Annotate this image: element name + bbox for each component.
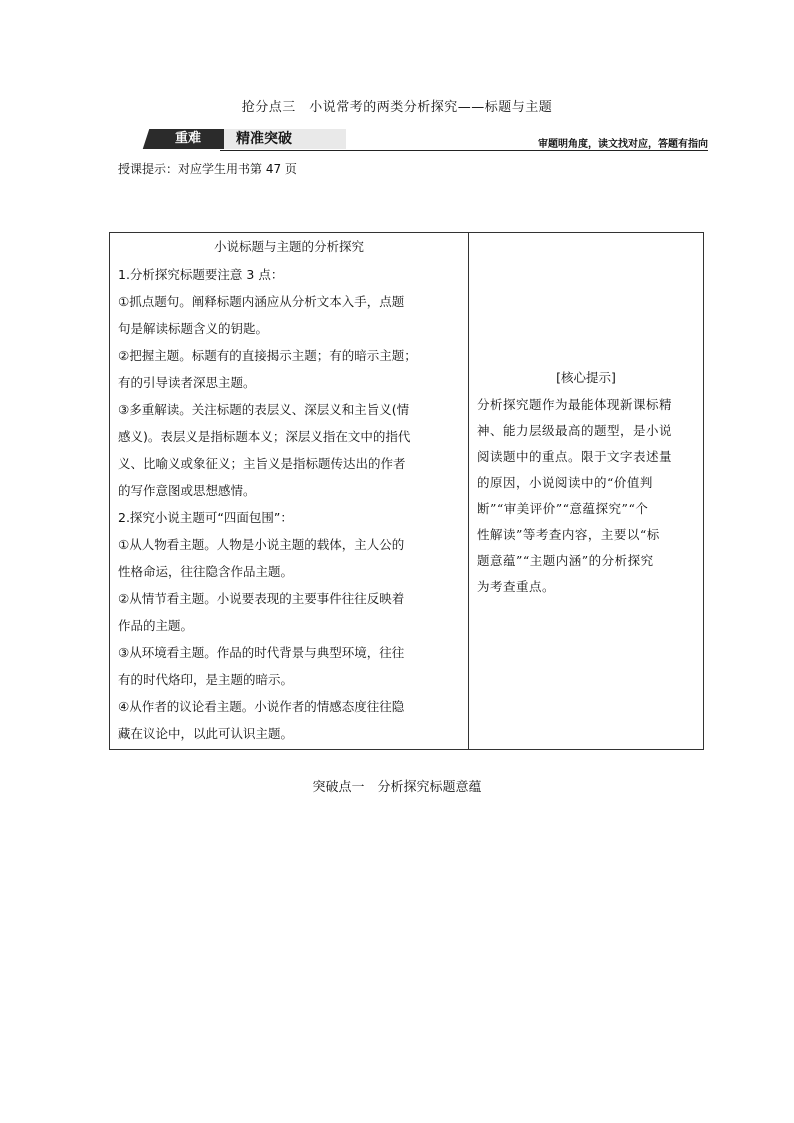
right-line: 分析探究题作为最能体现新课标精	[477, 397, 673, 412]
left-line: ①从人物看主题。人物是小说主题的载体，主人公的	[118, 537, 405, 552]
right-line: 阅读题中的重点。限于文字表述量	[477, 449, 673, 464]
left-line: ②把握主题。标题有的直接揭示主题；有的暗示主题；	[118, 348, 417, 363]
left-line: 义、比喻义或象征义；主旨义是指标题传达出的作者	[118, 456, 406, 471]
left-line: 的写作意图或思想感情。	[118, 483, 256, 498]
right-line: 的原因，小说阅读中的“价值判	[477, 475, 653, 490]
left-line: 句是解读标题含义的钥匙。	[118, 321, 269, 336]
left-line: 感义)。表层义是指标题本义；深层义指在文中的指代	[118, 429, 411, 444]
right-cell	[469, 233, 704, 750]
page-title: 抢分点三 小说常考的两类分析探究——标题与主题	[241, 100, 553, 115]
right-line: 性解读”等考查内容，主要以“标	[477, 527, 660, 542]
left-line: 作品的主题。	[118, 618, 194, 633]
left-line: ④从作者的议论看主题。小说作者的情感态度往往隐	[118, 699, 405, 714]
left-line: 1.分析探究标题要注意 3 点：	[118, 267, 284, 282]
section-subheading: 突破点一 分析探究标题意蕴	[312, 780, 482, 795]
banner-tag-label: 重难	[174, 131, 201, 146]
left-line: ③多重解读。关注标题的表层义、深层义和主旨义(情	[118, 402, 410, 417]
left-cell	[110, 233, 469, 750]
lesson-hint: 授课提示：对应学生用书第 47 页	[118, 162, 297, 176]
left-line: ②从情节看主题。小说要表现的主要事件往往反映着	[118, 591, 405, 606]
left-line: 藏在议论中，以此可认识主题。	[118, 726, 294, 741]
right-line: 神、能力层级最高的题型，是小说	[477, 423, 673, 438]
core-hint-title: [核心提示]	[556, 370, 616, 385]
left-line: 2.探究小说主题可“四面包围”：	[118, 510, 293, 525]
banner-heading: 精准突破	[220, 129, 346, 149]
left-line: ①抓点题句。阐释标题内涵应从分析文本入手，点题	[118, 294, 405, 309]
right-line: 题意蕴”“主题内涵”的分析探究	[477, 553, 654, 568]
right-line: 断”“审美评价”“意蕴探究”“个	[477, 501, 649, 516]
section-banner	[120, 127, 708, 153]
banner-motto: 审题明角度，读文找对应，答题有指向	[538, 139, 708, 150]
banner-rule	[220, 150, 708, 151]
left-line: 有的引导读者深思主题。	[118, 375, 256, 390]
left-line: ③从环境看主题。作品的时代背景与典型环境，往往	[118, 645, 405, 660]
right-line: 为考查重点。	[477, 579, 556, 594]
left-line: 性格命运，往往隐含作品主题。	[118, 564, 294, 579]
content-table	[109, 232, 704, 750]
left-line: 有的时代烙印，是主题的暗示。	[118, 672, 294, 687]
left-cell-title: 小说标题与主题的分析探究	[213, 239, 364, 254]
